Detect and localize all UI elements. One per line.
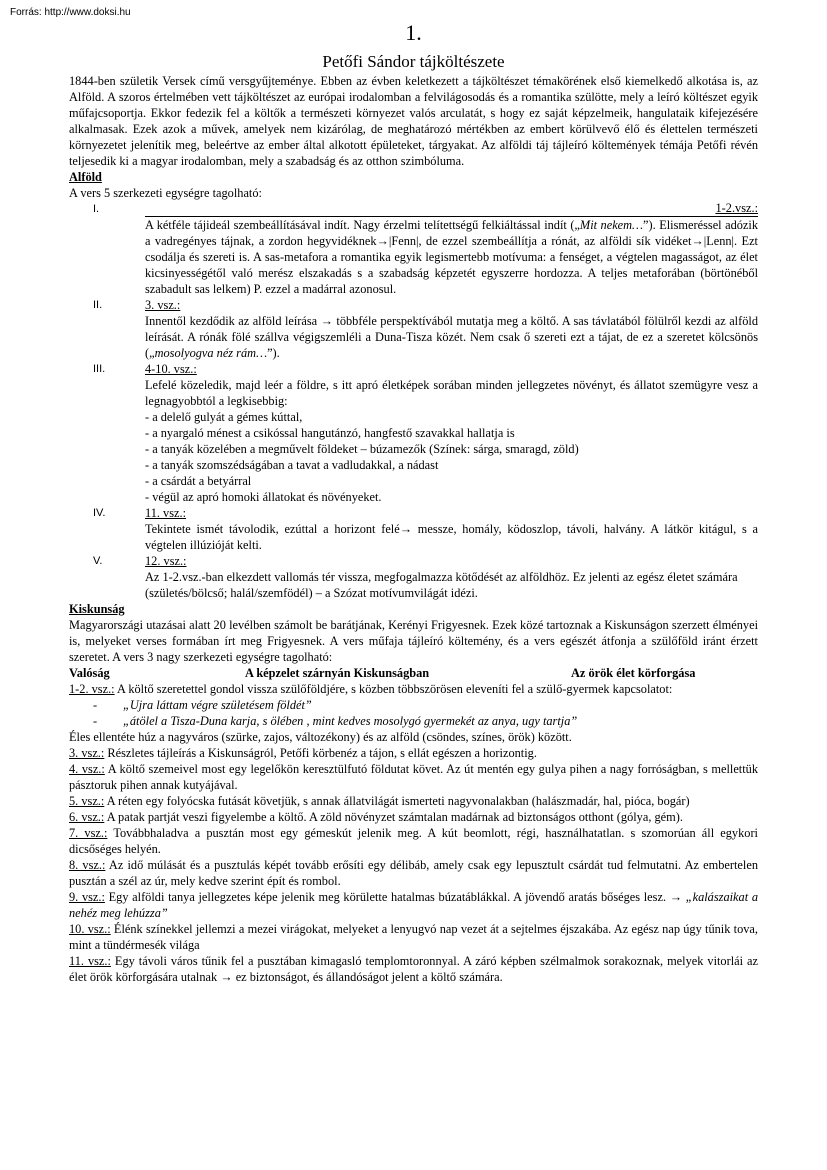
document-body [69, 73, 758, 985]
text-run: ”). Elismeréssel adózik a vadregényes tájnak, a zordon hegyvidéknek→|Fenn|, de ezzel szembeállítja a rónát, az alföldi sík vidéket→|Lenn|. Ezt csodálja és szereti is. A sas-metafora a romantika egyik legismertebb motívuma: a fenséget, a végtelen magasságot, az élet kicsinyességétől való merész elszakadás s a szabadság képzetét egyszerre hordozza. A teljes metaforában (börtönéből szabadult sas lelkem) P. ezzel a madárral azonosul. [145, 218, 758, 296]
column-heading: Az örök élet körforgása [571, 666, 696, 680]
contrast-paragraph: Éles ellentéte húz a nagyváros (szürke, zajos, változékony) és az alföld (csöndes, színes, örök) között. [69, 730, 572, 744]
stanza-label: 1-2.vsz.: [145, 201, 758, 217]
stanza-paragraph [69, 825, 758, 857]
text-run: Egy távoli város tűnik fel a pusztában kimagasló templomtoronnyal. A záró képben szélmalmok sorakoznak, melyek vitorlái az élet örök körforgására utalnak → ez biztonságot, és állandóságot jelent a költő számára. [69, 954, 758, 984]
stanza-paragraph [69, 793, 758, 809]
stanza-paragraph [69, 809, 758, 825]
text-run: A költő szemeivel most egy legelőkön keresztülfutó földutat követ. Az út mentén egy gulya pihen a nagy forróságban, s mellettük pásztoruk pihen annak kutyájával. [69, 762, 758, 792]
text-run: A kétféle tájideál szembeállításával indít. Nagy érzelmi telítettségű felkiáltással indít („ [145, 218, 580, 232]
section-text: Az 1-2.vsz.-ban elkezdett vallomás tér vissza, megfogalmazza kötődését az alföldhöz. Ez jelenti az egész életet számára (születés/bölcső; halál/szemfödél) – a Szózat motívumvilágát idézi. [145, 570, 738, 600]
stanza-paragraph [69, 681, 758, 697]
roman-numeral: II. [93, 299, 103, 311]
stanza-paragraph [69, 921, 758, 953]
page-title: Petőfi Sándor tájköltészete [322, 52, 505, 71]
stanza-paragraph [69, 857, 758, 889]
stanza-label: 4. vsz.: [69, 762, 105, 776]
list-item: - a tanyák közelében a megművelt földeket – búzamezők (Színek: sárga, smaragd, zöld) [145, 442, 579, 456]
list-item: - a nyargaló ménest a csikóssal hangutánzó, hangfestő szavakkal hallatja is [145, 426, 515, 440]
stanza-paragraph [69, 761, 758, 793]
text-run: A költő szeretettel gondol vissza szülőföldjére, s közben többszörösen eleveníti fel a szülő-gyermek kapcsolatot: [114, 682, 673, 696]
text-run: A réten egy folyócska futását követjük, s annak állatvilágát ismerteti nagyvonalakban (halászmadár, hal, pióca, bogár) [104, 794, 690, 808]
stanza-label: 7. vsz.: [69, 826, 108, 840]
section-heading-alfold: Alföld [69, 170, 102, 184]
stanza-label: 5. vsz.: [69, 794, 105, 808]
roman-numeral: IV. [93, 507, 106, 519]
stanza-paragraph [69, 745, 758, 761]
stanza-label: 12. vsz.: [145, 554, 187, 568]
section-text: Lefelé közeledik, majd leér a földre, s itt apró életképek sorában minden jellegzetes növényt, és állatot szemügyre vesz a legnagyobbtól a legkisebbig: [145, 378, 758, 408]
intro-paragraph: 1844-ben születik Versek című versgyűjteménye. Ebben az évben keletkezett a tájköltészet témakörének első kiemelkedő alkotása is, az Alföld. A szoros értelmében vett tájköltészet az európai irodalomban a felvilágosodás és a romantika szülötte, mely a leíró költészet egyik műfajcsoportja. Ekkor fedezik fel a költők a természeti környezet valós arculatát, s hogy ez saját képzelmeik, hangulataik kifejezésére alkalmasak. Ezek azok a művek, amelyek nem kizárólag, de meghatározó mértékben az embert körülvevő élő és élettelen természeti környezetet jelenítik meg, beleértve az ember által alkotott épületeket, tárgyakat. Az alföldi táj tájleíró költemények témája Petőfi révén teljesedik ki a magyar irodalomban, mely a szabadság és az otthon szimbóluma. [69, 74, 758, 168]
stanza-label: 11. vsz.: [145, 506, 187, 520]
column-heading: A képzelet szárnyán Kiskunságban [245, 666, 430, 680]
quote-run: mosolyogva néz rám… [154, 346, 268, 360]
structure-headings [69, 665, 758, 681]
stanza-label: 11. vsz.: [69, 954, 111, 968]
section-heading-kiskunsag: Kiskunság [69, 602, 125, 616]
text-run: A patak partját veszi figyelembe a költő. A zöld növényzet számtalan madárnak ad biztonságos otthont (gólya, gém). [104, 810, 683, 824]
alfold-section-1 [69, 201, 758, 297]
roman-numeral: I. [93, 203, 100, 215]
stanza-label: 8. vsz.: [69, 858, 106, 872]
text-run: Részletes tájleírás a Kiskunságról, Petőfi körbenéz a tájon, s ellát egészen a horizontig. [104, 746, 537, 760]
list-item: - végül az apró homoki állatokat és növényeket. [145, 490, 382, 504]
section-text [145, 313, 758, 361]
quote-run: „kalászaikat a nehéz meg lehúzza” [69, 890, 758, 920]
alfold-section-4 [69, 505, 758, 553]
stanza-paragraph [69, 953, 758, 985]
stanza-label: 10. vsz.: [69, 922, 111, 936]
alfold-section-2 [69, 297, 758, 361]
text-run: Továbbhaladva a pusztán most egy gémeskút jelenik meg. A kút beomlott, régi, használhatatlan. s szomorúan áll egykori dicsőséges helyén. [69, 826, 758, 856]
text-run: Az idő múlását és a pusztulás képét tovább erősíti egy délibáb, amely csak egy lepusztult csárdát tud felmutatni. Az embertelen pusztán a szél az úr, mely kedve szerint épít és rombol. [69, 858, 758, 888]
alfold-section-3 [69, 361, 758, 505]
list-item: - a csárdát a betyárral [145, 474, 252, 488]
stanza-label: 3. vsz.: [69, 746, 105, 760]
list-item: - a tanyák szomszédságában a tavat a vadludakkal, a nádast [145, 458, 439, 472]
text-run: Egy alföldi tanya jellegzetes képe jelenik meg körülette hatalmas búzatáblákkal. A jövendő aratás bőséges lesz. → [104, 890, 686, 904]
column-heading: Valóság [69, 666, 110, 680]
stanza-label: 9. vsz.: [69, 890, 105, 904]
kiskunsag-intro: Magyarországi utazásai alatt 20 levélben számolt be barátjának, Kerényi Frigyesnek. Ezek közé tartoznak a Kiskunságon szerzett élményei is, melyeket verses formában írt meg Frigyesnek. A vers műfaja tájleíró költemény, és a vers egészét átfonja a szülőföld iránt érzett szeretet. A vers 3 nagy szerkezeti egységre tagolható: [69, 618, 758, 664]
text-run: ”). [267, 346, 280, 360]
section-text: Tekintete ismét távolodik, ezúttal a horizont felé→ messze, homály, ködoszlop, távoli, halvány. A látkör kitágul, s a végtelen illúzióját kelti. [145, 522, 758, 552]
stanza-paragraph [69, 889, 758, 921]
stanza-label: 4-10. vsz.: [145, 362, 197, 376]
stanza-label: 1-2. vsz.: [69, 682, 115, 696]
quote-text: „átölel a Tisza-Duna karja, s ölében , mint kedves mosolygó gyermekét az anya, ugy tartja” [123, 714, 578, 728]
source-line: Forrás: http://www.doksi.hu [10, 7, 131, 18]
quote-item [69, 697, 758, 713]
text-run: Élénk színekkel jellemzi a mezei virágokat, melyeket a lenyugvó nap vezet át a sejtelmes éjszakába. Az egész nap úgy tűnik tova, mint a tündérmesék világa [69, 922, 758, 952]
roman-numeral: III. [93, 363, 106, 375]
dash-marker: - [93, 714, 98, 728]
alfold-lead: A vers 5 szerkezeti egységre tagolható: [69, 186, 262, 200]
page-number: 1. [405, 20, 422, 45]
stanza-label: 3. vsz.: [145, 298, 181, 312]
text-run: Innentől kezdődik az alföld leírása → többféle perspektívából mutatja meg a költő. A sas távlatából fölülről kezdi az alföld leírását. A rónák fölé szállva végigszemléli a Duna-Tisza közét. Nem csak ő szereti ezt a tájat, de ez a szeretet kölcsönös („ [145, 314, 758, 360]
quote-text: „Ujra láttam végre születésem földét” [123, 698, 312, 712]
section-text [145, 217, 758, 297]
stanza-label: 6. vsz.: [69, 810, 105, 824]
alfold-section-5 [69, 553, 758, 601]
quote-run: Mit nekem… [579, 218, 644, 232]
roman-numeral: V. [93, 555, 103, 567]
dash-marker: - [93, 698, 98, 712]
quote-item [69, 713, 758, 729]
list-item: - a delelő gulyát a gémes kúttal, [145, 410, 303, 424]
